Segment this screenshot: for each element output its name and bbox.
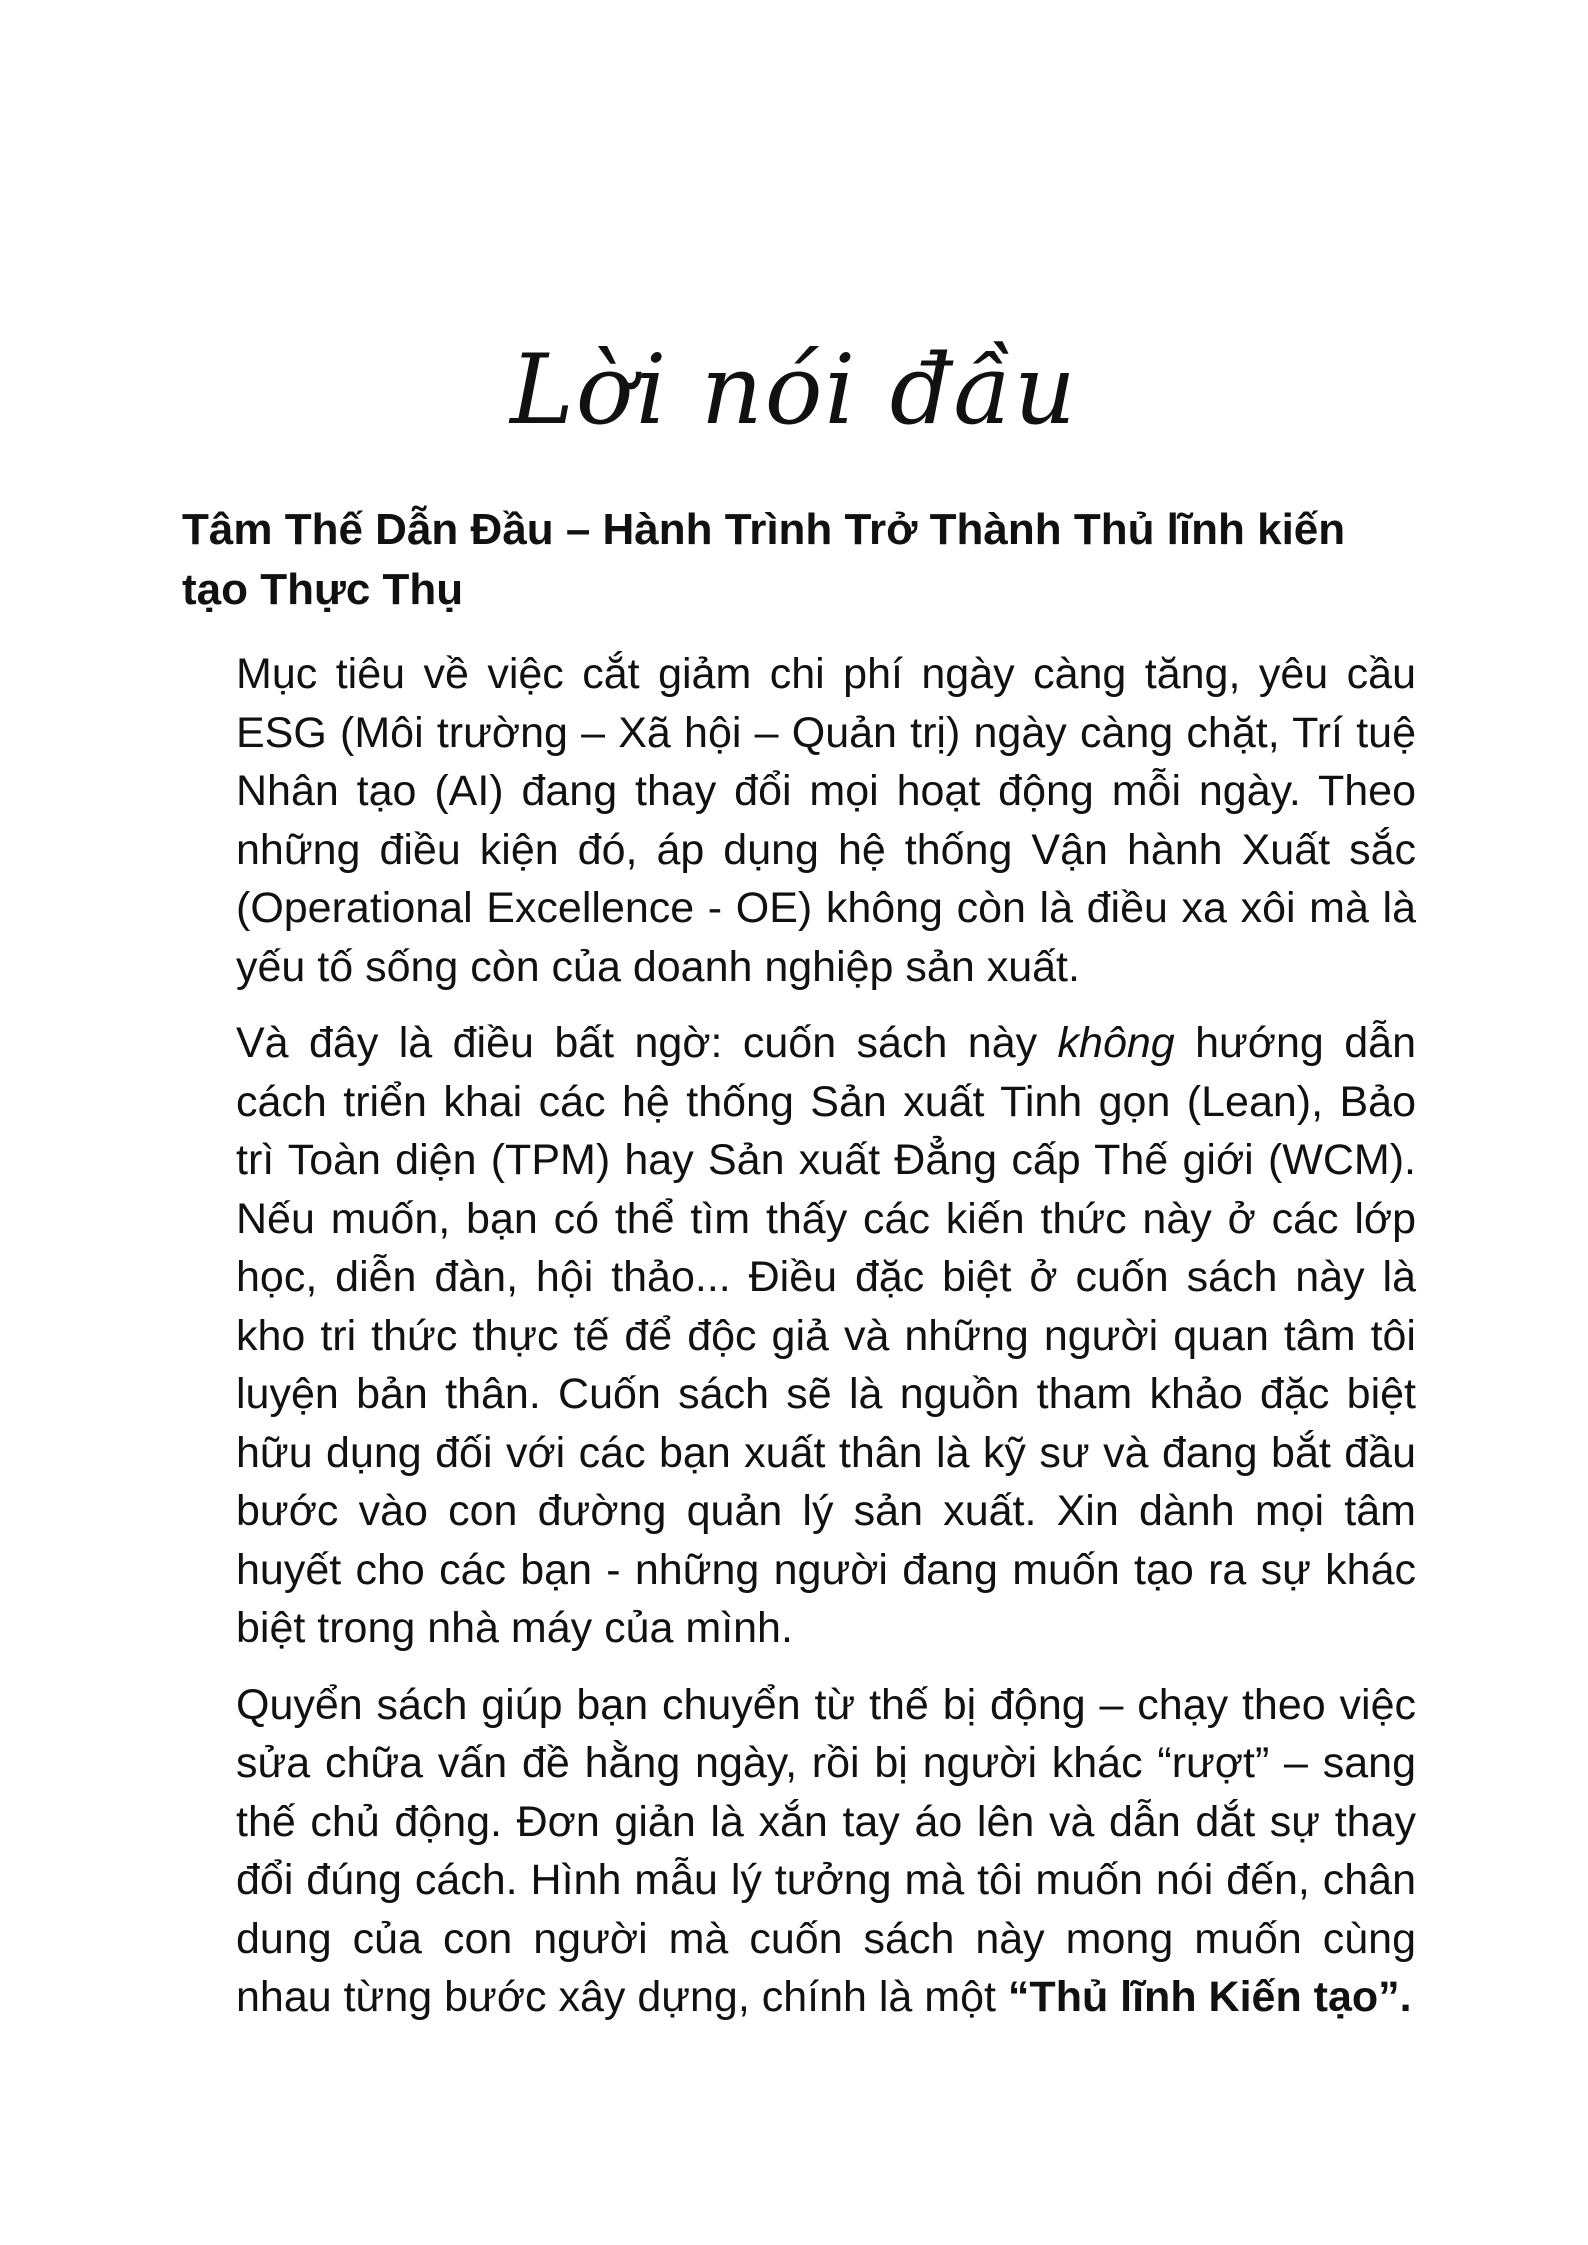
paragraph-3-text: Quyển sách giúp bạn chuyển từ thế bị động – chạy theo việc sửa chữa vấn đề hằng ngày, rồi bị người khác “rượt” – sang thế chủ động. Đơn giản là xắn tay áo lên và dẫn dắt sự thay đổi đúng cách. Hình mẫu lý tưởng mà tôi muốn nói đến, chân dung của con người mà cuốn sách này mong muốn cùng nhau từng bước xây dựng, chính là một xyxy=(236,1680,1416,2021)
emphasis-italic: không xyxy=(1057,1019,1175,1067)
emphasis-bold: “Thủ lĩnh Kiến tạo”. xyxy=(1007,1973,1412,2021)
paragraph-1: Mục tiêu về việc cắt giảm chi phí ngày càng tăng, yêu cầu ESG (Môi trường – Xã hội – Quản trị) ngày càng chặt, Trí tuệ Nhân tạo (AI) đang thay đổi mọi hoạt động mỗi ngày. Theo những điều kiện đó, áp dụng hệ thống Vận hành Xuất sắc (Operational Excellence - OE) không còn là điều xa xôi mà là yếu tố sống còn của doanh nghiệp sản xuất. xyxy=(236,650,1416,991)
paragraph-2-text-start: Và đây là điều bất ngờ: cuốn sách này xyxy=(236,1019,1058,1067)
body-text xyxy=(236,645,1416,2045)
paragraph-2-text-end: hướng dẫn cách triển khai các hệ thống Sản xuất Tinh gọn (Lean), Bảo trì Toàn diện (TPM) hay Sản xuất Đẳng cấp Thế giới (WCM). Nếu muốn, bạn có thể tìm thấy các kiến thức này ở các lớp học, diễn đàn, hội thảo... Điều đặc biệt ở cuốn sách này là kho tri thức thực tế để độc giả và những người quan tâm tôi luyện bản thân. Cuốn sách sẽ là nguồn tham khảo đặc biệt hữu dụng đối với các bạn xuất thân là kỹ sư và đang bắt đầu bước vào con đường quản lý sản xuất. Xin dành mọi tâm huyết cho các bạn - những người đang muốn tạo ra sự khác biệt trong nhà máy của mình. xyxy=(236,1019,1416,1652)
section-heading: Tâm Thế Dẫn Đầu – Hành Trình Trở Thành Thủ lĩnh kiến tạo Thực Thụ xyxy=(182,505,1346,614)
paragraph-3 xyxy=(236,1676,1416,2027)
page-title: Lời nói đầu xyxy=(510,334,1078,446)
paragraph-2 xyxy=(236,1014,1416,1658)
